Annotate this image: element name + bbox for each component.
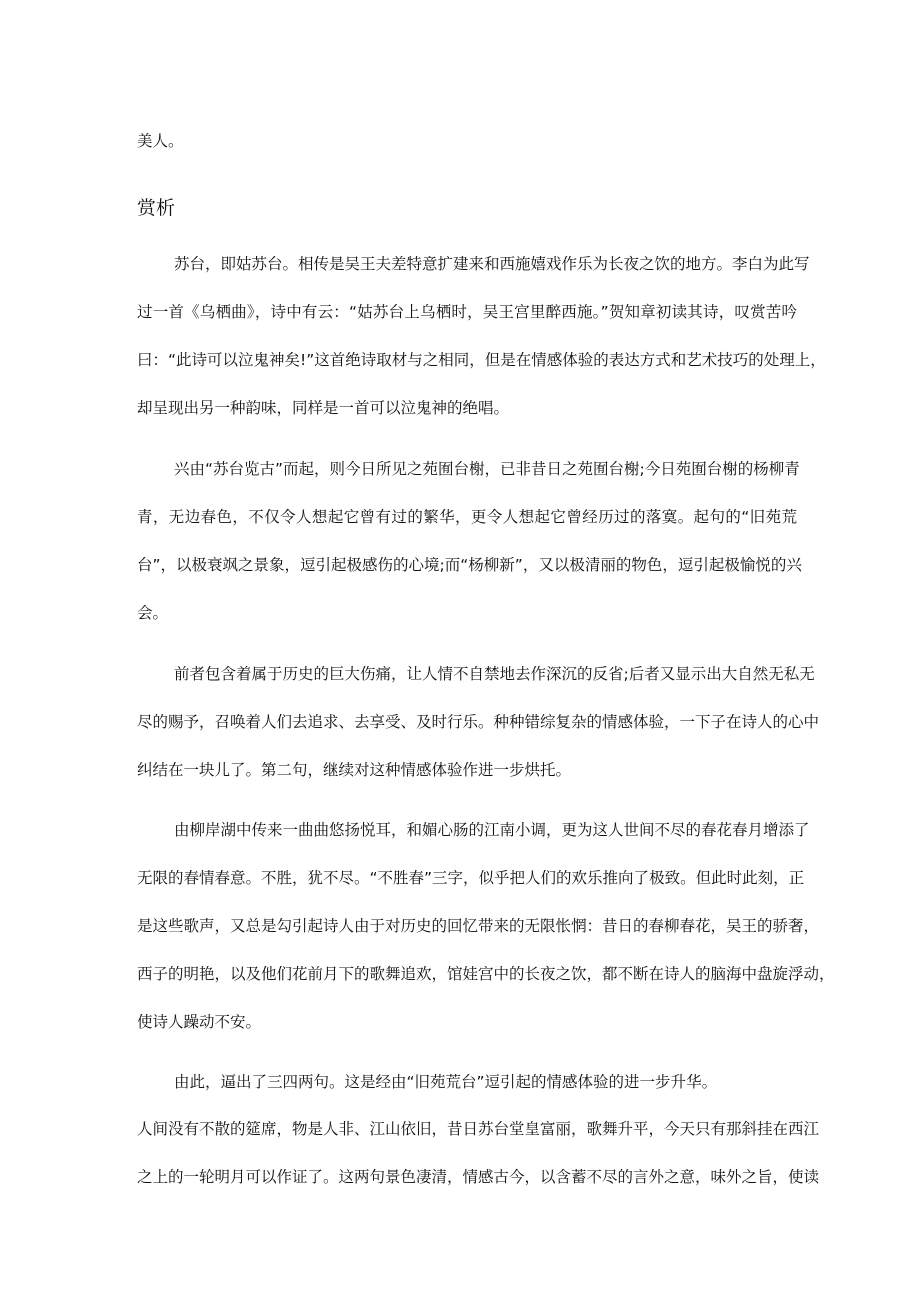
paragraph-line: 纠结在一块儿了。第二句，继续对这种情感体验作进一步烘托。 [137, 761, 572, 779]
paragraph-line: 人间没有不散的筵席，物是人非、江山依旧，昔日苏台堂皇富丽，歌舞升平，今天只有那斜挂在西江 [137, 1120, 820, 1138]
paragraph-line: 兴由“苏台览古”而起，则今日所见之苑囿台榭，已非昔日之苑囿台榭;今日苑囿台榭的杨柳青 [174, 460, 800, 478]
paragraph-line: 会。 [137, 604, 169, 622]
paragraph-line: 西子的明艳，以及他们花前月下的歌舞追欢，馆娃宫中的长夜之饮，都不断在诗人的脑海中盘旋浮动， [137, 965, 835, 983]
paragraph-line: 无限的春情春意。不胜，犹不尽。“不胜春”三字，似乎把人们的欢乐推向了极致。但此时此刻，正 [137, 869, 805, 887]
paragraph-line: 尽的赐予，召唤着人们去追求、去享受、及时行乐。种种错综复杂的情感体验，一下子在诗人的心中 [137, 713, 820, 731]
paragraph-line: 曰：“此诗可以泣鬼神矣!”这首绝诗取材与之相同，但是在情感体验的表达方式和艺术技巧的处理上， [137, 351, 826, 369]
paragraph-line: 苏台，即姑苏台。相传是吴王夫差特意扩建来和西施嬉戏作乐为长夜之饮的地方。李白为此写 [174, 255, 810, 273]
paragraph-line: 使诗人躁动不安。 [137, 1013, 262, 1031]
paragraph-line: 由柳岸湖中传来一曲曲悠扬悦耳，和媚心肠的江南小调，更为这人世间不尽的春花春月增添了 [174, 821, 810, 839]
paragraph-line: 是这些歌声，又总是勾引起诗人由于对历史的回忆带来的无限怅惘：昔日的春柳春花，吴王的骄奢， [137, 917, 820, 935]
paragraph-line: 过一首《乌栖曲》，诗中有云：“姑苏台上乌栖时，吴王宫里醉西施。”贺知章初读其诗，叹赏苦吟 [137, 303, 797, 321]
paragraph-line: 台”，以极衰飒之景象，逗引起极感伤的心境;而“杨柳新”，又以极清丽的物色，逗引起极愉悦的兴 [137, 556, 802, 574]
paragraph-line: 却呈现出另一种韵味，同样是一首可以泣鬼神的绝唱。 [137, 399, 510, 417]
paragraph-line: 青，无边春色，不仅令人想起它曾有过的繁华，更令人想起它曾经历过的落寞。起句的“旧苑荒 [137, 508, 797, 526]
intro-tail-text: 美人。 [137, 132, 184, 150]
paragraph-line: 之上的一轮明月可以作证了。这两句景色凄清，情感古今，以含蓄不尽的言外之意，味外之旨，使读 [137, 1168, 820, 1186]
paragraph-line: 前者包含着属于历史的巨大伤痛，让人情不自禁地去作深沉的反省;后者又显示出大自然无私无 [174, 665, 815, 683]
paragraph-line: 由此，逼出了三四两句。这是经由“旧苑荒台”逗引起的情感体验的进一步升华。 [174, 1073, 718, 1091]
section-heading: 赏析 [137, 197, 176, 219]
